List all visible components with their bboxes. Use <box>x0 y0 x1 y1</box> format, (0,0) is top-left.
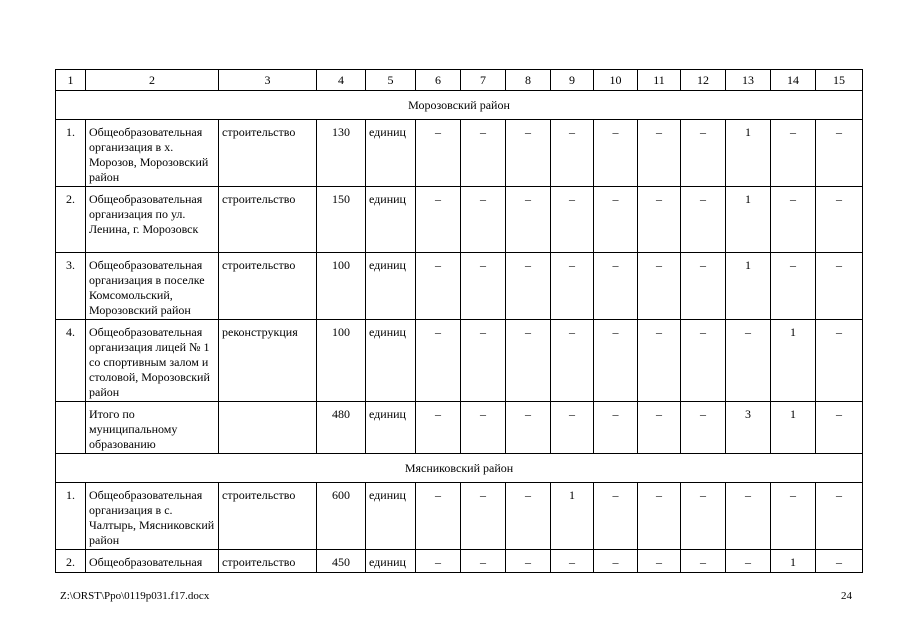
value-cell: – <box>681 402 726 454</box>
value-cell: – <box>594 187 638 253</box>
object-name: Общеобразовательная организация в с. Чалтырь, Мясниковский район <box>86 483 219 550</box>
table-row <box>56 120 863 187</box>
value-cell: – <box>816 402 863 454</box>
object-name: Общеобразовательная <box>86 550 219 573</box>
header-row <box>56 70 863 91</box>
row-number <box>56 402 86 454</box>
row-number: 1. <box>56 483 86 550</box>
section-title: Мясниковский район <box>56 454 863 483</box>
section-row <box>56 454 863 483</box>
value-cell: – <box>594 550 638 573</box>
value-cell: – <box>461 402 506 454</box>
value-cell: – <box>638 253 681 320</box>
value-cell: – <box>771 483 816 550</box>
unit: единиц <box>366 187 416 253</box>
footer-file-path: Z:\ORST\Ppo\0119p031.f17.docx <box>60 590 210 602</box>
value-cell: 1 <box>726 120 771 187</box>
unit: единиц <box>366 253 416 320</box>
capacity: 100 <box>317 320 366 402</box>
value-cell: – <box>416 320 461 402</box>
capacity: 450 <box>317 550 366 573</box>
header-cell: 11 <box>638 70 681 91</box>
object-name: Общеобразовательная организация по ул. Ленина, г. Морозовск <box>86 187 219 253</box>
unit: единиц <box>366 320 416 402</box>
capacity: 150 <box>317 187 366 253</box>
unit: единиц <box>366 120 416 187</box>
table-row <box>56 483 863 550</box>
table-row <box>56 320 863 402</box>
value-cell: – <box>771 253 816 320</box>
value-cell: – <box>551 187 594 253</box>
value-cell: – <box>416 187 461 253</box>
work-type <box>219 402 317 454</box>
value-cell: 1 <box>771 402 816 454</box>
header-cell: 1 <box>56 70 86 91</box>
value-cell: – <box>461 253 506 320</box>
capacity: 480 <box>317 402 366 454</box>
work-type: строительство <box>219 550 317 573</box>
value-cell: – <box>551 320 594 402</box>
header-cell: 4 <box>317 70 366 91</box>
value-cell: 1 <box>726 187 771 253</box>
work-type: реконструкция <box>219 320 317 402</box>
row-number: 2. <box>56 550 86 573</box>
value-cell: – <box>816 253 863 320</box>
header-cell: 8 <box>506 70 551 91</box>
value-cell: – <box>461 550 506 573</box>
row-number: 2. <box>56 187 86 253</box>
value-cell: – <box>461 187 506 253</box>
value-cell: – <box>681 483 726 550</box>
value-cell: – <box>726 550 771 573</box>
value-cell: – <box>594 320 638 402</box>
value-cell: – <box>416 253 461 320</box>
value-cell: – <box>638 120 681 187</box>
value-cell: – <box>461 320 506 402</box>
value-cell: – <box>726 483 771 550</box>
header-cell: 7 <box>461 70 506 91</box>
value-cell: – <box>594 483 638 550</box>
header-cell: 12 <box>681 70 726 91</box>
value-cell: – <box>506 402 551 454</box>
value-cell: – <box>506 550 551 573</box>
header-cell: 14 <box>771 70 816 91</box>
value-cell: – <box>681 253 726 320</box>
section-row <box>56 91 863 120</box>
value-cell: – <box>461 120 506 187</box>
value-cell: – <box>416 483 461 550</box>
value-cell: – <box>681 120 726 187</box>
header-cell: 13 <box>726 70 771 91</box>
value-cell: – <box>416 550 461 573</box>
value-cell: – <box>816 120 863 187</box>
value-cell: – <box>594 120 638 187</box>
row-number: 1. <box>56 120 86 187</box>
value-cell: – <box>506 320 551 402</box>
value-cell: – <box>816 550 863 573</box>
value-cell: – <box>416 402 461 454</box>
unit: единиц <box>366 483 416 550</box>
header-cell: 2 <box>86 70 219 91</box>
header-cell: 15 <box>816 70 863 91</box>
value-cell: – <box>771 120 816 187</box>
work-type: строительство <box>219 120 317 187</box>
value-cell: – <box>594 402 638 454</box>
value-cell: – <box>506 187 551 253</box>
table-row <box>56 187 863 253</box>
table-row <box>56 550 863 573</box>
value-cell: – <box>816 320 863 402</box>
value-cell: – <box>816 483 863 550</box>
value-cell: – <box>681 320 726 402</box>
value-cell: – <box>638 550 681 573</box>
value-cell: 1 <box>771 320 816 402</box>
value-cell: – <box>461 483 506 550</box>
value-cell: 1 <box>551 483 594 550</box>
header-cell: 10 <box>594 70 638 91</box>
value-cell: – <box>506 253 551 320</box>
row-number: 4. <box>56 320 86 402</box>
object-name: Общеобразовательная организация в х. Морозов, Морозовский район <box>86 120 219 187</box>
total-row <box>56 402 863 454</box>
value-cell: – <box>638 483 681 550</box>
header-cell: 6 <box>416 70 461 91</box>
table-row <box>56 253 863 320</box>
value-cell: – <box>681 550 726 573</box>
header-cell: 9 <box>551 70 594 91</box>
value-cell: – <box>638 187 681 253</box>
value-cell: – <box>506 120 551 187</box>
value-cell: 3 <box>726 402 771 454</box>
value-cell: – <box>551 253 594 320</box>
value-cell: 1 <box>771 550 816 573</box>
value-cell: – <box>594 253 638 320</box>
value-cell: – <box>816 187 863 253</box>
object-name: Общеобразовательная организация лицей № 1 со спортивным залом и столовой, Морозовский район <box>86 320 219 402</box>
value-cell: – <box>551 550 594 573</box>
value-cell: – <box>638 402 681 454</box>
value-cell: – <box>506 483 551 550</box>
work-type: строительство <box>219 483 317 550</box>
value-cell: – <box>638 320 681 402</box>
value-cell: – <box>771 187 816 253</box>
capacity: 600 <box>317 483 366 550</box>
object-name: Общеобразовательная организация в поселке Комсомольский, Морозовский район <box>86 253 219 320</box>
unit: единиц <box>366 402 416 454</box>
capacity: 130 <box>317 120 366 187</box>
header-cell: 3 <box>219 70 317 91</box>
page-bottom-margin <box>0 579 905 640</box>
page-number: 24 <box>841 590 852 602</box>
header-cell: 5 <box>366 70 416 91</box>
value-cell: – <box>416 120 461 187</box>
value-cell: – <box>551 120 594 187</box>
section-title: Морозовский район <box>56 91 863 120</box>
work-type: строительство <box>219 187 317 253</box>
row-number: 3. <box>56 253 86 320</box>
value-cell: – <box>551 402 594 454</box>
total-label: Итого по муниципальному образованию <box>86 402 219 454</box>
capacity: 100 <box>317 253 366 320</box>
value-cell: – <box>726 320 771 402</box>
value-cell: – <box>681 187 726 253</box>
unit: единиц <box>366 550 416 573</box>
value-cell: 1 <box>726 253 771 320</box>
work-type: строительство <box>219 253 317 320</box>
data-table <box>55 69 863 573</box>
